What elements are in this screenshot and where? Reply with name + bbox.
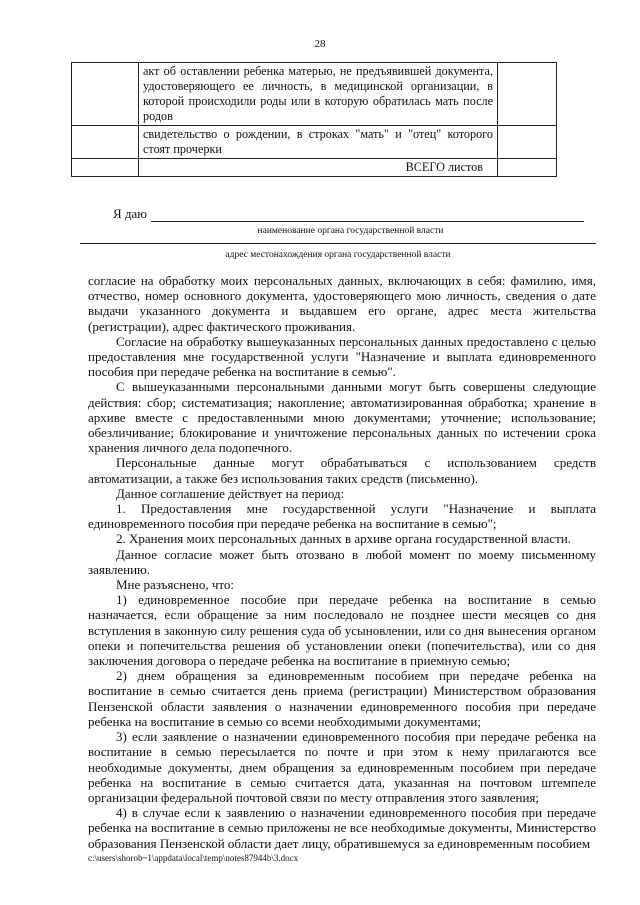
- documents-table: [71, 62, 557, 177]
- consent-body: [88, 273, 596, 851]
- paragraph: 4) в случае если к заявлению о назначении единовременного пособия при передаче ребенка на воспитание в семью приложены не все необходимые документы, Министерство образования Пензенской области дает лицу, обратившемуся за единовременным пособием: [88, 805, 596, 851]
- table-cell-num: [72, 63, 139, 126]
- paragraph: Данное соглашение действует на период:: [116, 485, 345, 501]
- table-total-row: [72, 159, 557, 177]
- table-row: [72, 126, 557, 159]
- paragraph: Мне разъяснено, что:: [116, 577, 235, 593]
- address-caption: адрес местонахождения органа государственной власти: [225, 250, 451, 260]
- table-row: [72, 63, 557, 126]
- table-cell-num: [72, 159, 139, 177]
- table-cell-num: [72, 126, 139, 159]
- paragraph: 2. Хранения моих персональных данных в архиве органа государственной власти.: [116, 531, 571, 547]
- org-caption: наименование органа государственной власти: [257, 226, 444, 236]
- table-cell-text: акт об оставлении ребенка матерью, не предъявившей документа, удостоверяющего ее личность, в медицинской организации, в которой происходили роды или в которую обратилась мать после родов: [139, 63, 498, 126]
- table-cell-text: свидетельство о рождении, в строках "мать" и "отец" которого стоят прочерки: [139, 126, 498, 159]
- address-blank: [80, 243, 596, 244]
- footer-file-path: c:\users\shorob~1\appdata\local\temp\notes87944b\3.docx: [88, 853, 299, 863]
- ya-label: Я даю: [113, 206, 148, 221]
- total-value: [498, 159, 557, 177]
- total-label: ВСЕГО листов: [139, 159, 498, 177]
- paragraph: Данное согласие может быть отозвано в любой момент по моему письменному заявлению.: [88, 546, 596, 577]
- paragraph: согласие на обработку моих персональных данных, включающих в себя: фамилию, имя, отчество, номер основного документа, удостоверяющего мою личность, сведения о дате выдачи указанного документа и выдавшем его органе, адрес места жительства (регистрации), адрес фактического проживания.: [88, 273, 596, 334]
- paragraph: Согласие на обработку вышеуказанных персональных данных предоставлено с целью предоставления мне государственной услуги "Назначение и выплата единовременного пособия при передаче ребенка на воспитание в семью".: [88, 333, 596, 380]
- paragraph: 3) если заявление о назначении единовременного пособия при передаче ребенка на воспитание в семью пересылается по почте и при этом к нему прилагаются все необходимые документы, днем обращения за единовременным пособием при передаче ребенка на воспитание в семью считается дата, указанная на почтовом штемпеле организации федеральной почтовой связи по месту отправления этого заявления;: [88, 729, 596, 805]
- org-name-blank: [151, 208, 584, 222]
- table-cell-value: [498, 126, 557, 159]
- paragraph: С вышеуказанными персональными данными могут быть совершены следующие действия: сбор; систематизация; накопление; автоматизированная обработка; хранение в архиве вместе с предоставленными мною документами; уточнение; использование; обезличивание; блокирование и уничтожение персональных данных по истечении срока хранения личного дела подопечного.: [88, 379, 596, 456]
- paragraph: 1. Предоставления мне государственной услуги "Назначение и выплата единовременного пособия при передаче ребенка на воспитание в семью";: [88, 501, 596, 532]
- table-cell-value: [498, 63, 557, 126]
- paragraph: 1) единовременное пособие при передаче ребенка на воспитание в семью назначается, если обращение за ним последовало не позднее шести месяцев со дня вступления в законную силу решения суда об усыновлении, или со дня вынесения органом опеки и попечительства решения об установлении опеки (попечительства), или со дня заключения договора о передаче ребенка на воспитание в приемную семью;: [88, 592, 596, 669]
- paragraph: 2) днем обращения за единовременным пособием при передаче ребенка на воспитание в семью считается день приема (регистрации) Министерством образования Пензенской области заявления о назначении единовременного пособия при передаче ребенка на воспитание в семью со всеми необходимыми документами;: [88, 668, 596, 729]
- consent-org-line: [113, 206, 588, 222]
- page-number: 28: [314, 38, 326, 50]
- paragraph: Персональные данные могут обрабатываться с использованием средств автоматизации, а также без использования таких средств (письменно).: [88, 455, 596, 486]
